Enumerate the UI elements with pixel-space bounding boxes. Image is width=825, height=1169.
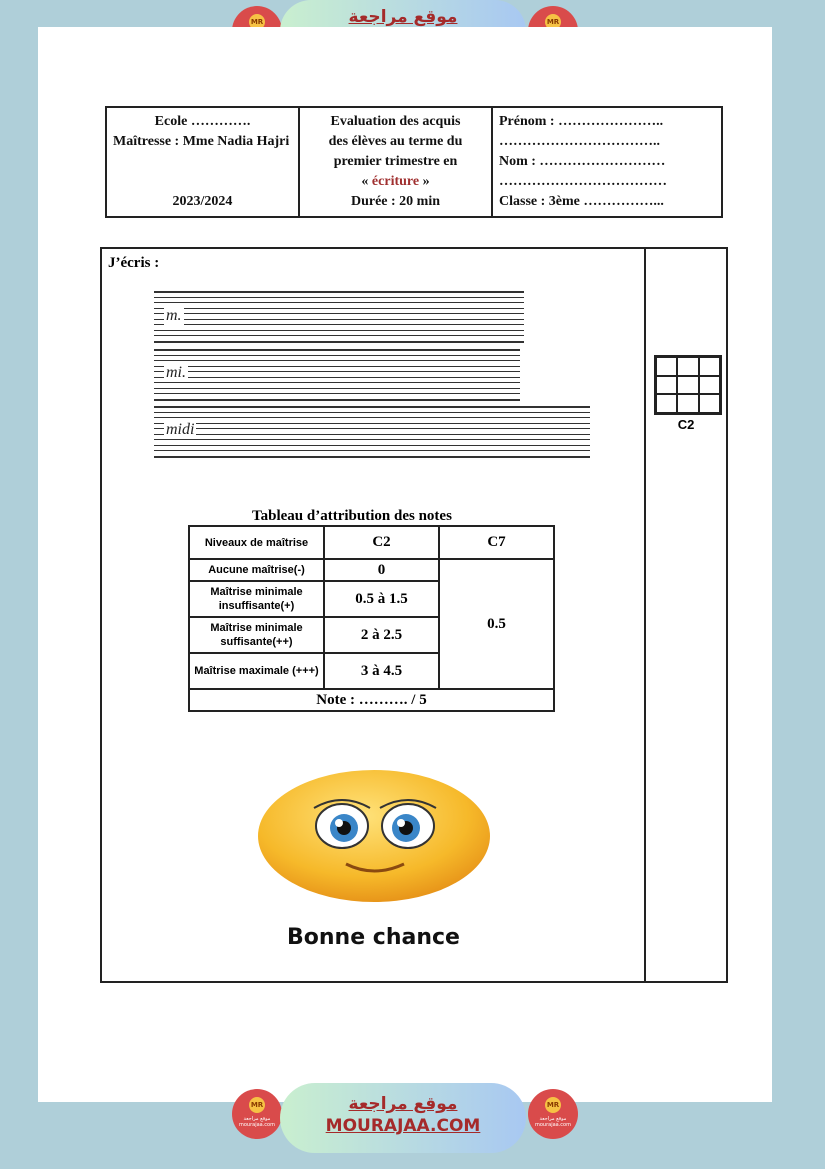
level-cell: Maîtrise minimale suffisante(++) [189,617,324,653]
model-word: midi [166,421,195,438]
student-cell [493,108,721,216]
ruled-line [154,456,590,458]
ruled-line [154,330,524,331]
level-cell: Aucune maîtrise(-) [189,559,324,581]
ruled-line [154,399,520,401]
ruled-line [154,308,524,309]
c2-range: 0 [324,559,439,581]
logo-icon: MR [528,6,578,56]
ruled-line [154,366,520,367]
c2-range: 3 à 4.5 [324,653,439,689]
total-note[interactable]: Note : ………. / 5 [189,689,554,711]
school-name: Ecole …………. [154,114,251,129]
school-cell [107,108,300,216]
logo-icon: MR موقع مراجعة mourajaa.com [232,1089,282,1139]
ruled-line [154,355,520,356]
smiley-icon [258,764,490,904]
ruled-line [154,349,520,351]
level-cell: Maîtrise maximale (+++) [189,653,324,689]
logo-icon: MR [232,6,282,56]
classe-field[interactable]: Classe : 3ème ……………... [499,194,664,209]
site-name-latin: MOURAJAA.COM [325,1116,481,1136]
logo-icon: MR موقع مراجعة mourajaa.com [528,1089,578,1139]
ruled-line [154,393,520,394]
ruled-line [154,382,520,383]
c7-value: 0.5 [439,559,554,689]
site-name-arabic: موقع مراجعة [348,7,458,27]
ruled-line [154,417,590,418]
ruled-line [154,335,524,336]
header-table [105,106,723,218]
ruled-line [154,324,524,325]
title-subject-line: « écriture » [361,174,430,189]
title-line: des élèves au terme du [328,134,463,149]
exercise-box [100,247,728,983]
site-name-arabic: موقع مراجعة [348,1094,458,1114]
ruled-line [154,450,590,451]
ruled-line [154,291,524,293]
title-line: Evaluation des acquis [330,114,461,129]
prenom-dots: …………………………….. [499,134,660,149]
site-link[interactable] [280,1083,526,1153]
school-year: 2023/2024 [172,194,233,209]
title-line: premier trimestre en [333,154,458,169]
nom-dots: ……………………………… [499,174,667,189]
notes-table [188,525,555,712]
ruled-line [154,428,590,429]
nom-field[interactable]: Nom : ……………………… [499,154,666,169]
ruled-line [154,412,590,413]
ruled-line [154,377,520,378]
ruled-line [154,360,520,361]
title-cell [300,108,493,216]
model-word: mi. [166,364,186,381]
closing-text: Bonne chance [287,925,460,950]
ruled-line [154,423,590,424]
ruled-line [154,341,524,343]
ruled-line [154,445,590,446]
ruled-line [154,302,524,303]
criteria-column [644,249,726,981]
criterion-label: C2 [677,417,695,432]
ruled-line [154,313,524,314]
subject-word: écriture [371,174,420,189]
bottom-banner [232,1083,578,1145]
exercise-label: J’écris : [108,255,160,271]
head-level: Niveaux de maîtrise [189,526,324,559]
model-word: m. [166,307,182,324]
ruled-line [154,388,520,389]
c2-range: 0.5 à 1.5 [324,581,439,617]
teacher-name: Maîtresse : Mme Nadia Hajri [113,134,290,149]
level-cell: Maîtrise minimale insuffisante(+) [189,581,324,617]
ruled-line [154,371,520,372]
duration: Durée : 20 min [350,194,441,209]
score-grid[interactable] [654,355,722,415]
ruled-line [154,434,590,435]
ruled-line [154,406,590,408]
ruled-line [154,439,590,440]
head-c2: C2 [324,526,439,559]
ruled-line [154,319,524,320]
head-c7: C7 [439,526,554,559]
notes-table-title: Tableau d’attribution des notes [252,508,452,524]
ruled-line [154,297,524,298]
prenom-field[interactable]: Prénom : ………………….. [499,114,664,129]
c2-range: 2 à 2.5 [324,617,439,653]
